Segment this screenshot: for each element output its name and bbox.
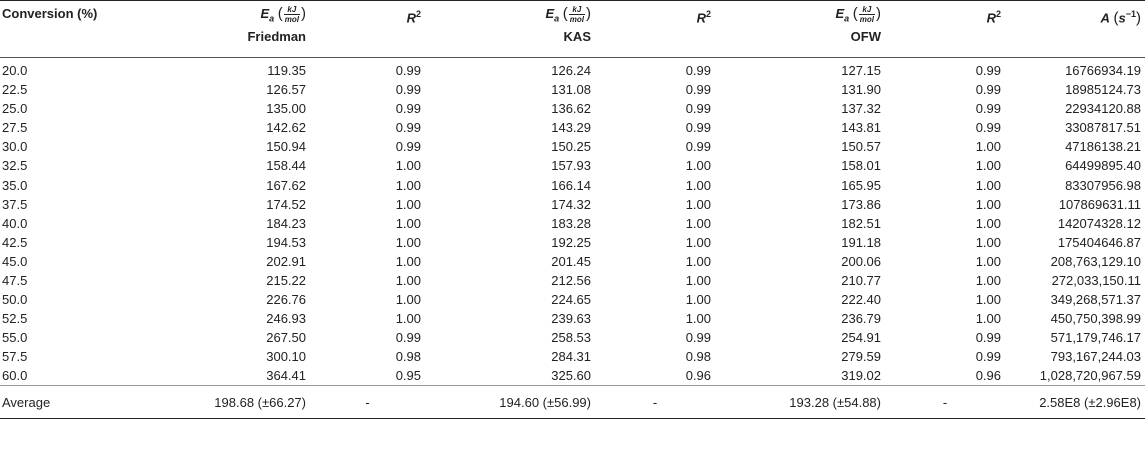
cell-ea-ofw: 191.18 [841, 234, 881, 250]
cell-r2-kas: 1.00 [685, 292, 711, 308]
cell-r2-ofw: 0.99 [975, 120, 1001, 136]
cell-conversion: 27.5 [2, 120, 28, 136]
cell-conversion: 60.0 [2, 368, 28, 384]
header-ea-friedman: $E_a$ ( $\frac{kJ}{\text{mol}}$ ) Friedman [135, 1, 310, 58]
cell-ea-ofw: 236.79 [841, 311, 881, 327]
cell-r2-kas: 1.00 [685, 272, 711, 288]
cell-preexponential: 64499895.40 [1065, 158, 1141, 174]
table-row [0, 290, 1145, 309]
average-row [0, 386, 1145, 419]
cell-r2-friedman: 1.00 [395, 292, 421, 308]
table-row [0, 366, 1145, 386]
ea-unit-fraction: $\frac{kJ}{\text{mol}}$ [284, 5, 299, 25]
cell-r2-kas: 1.00 [685, 215, 711, 231]
cell-ea-ofw: 158.01 [841, 158, 881, 174]
cell-r2-friedman: 0.99 [395, 63, 421, 78]
cell-conversion: 25.0 [2, 101, 28, 117]
table-row [0, 252, 1145, 271]
cell-ea-kas: 212.56 [551, 272, 591, 288]
cell-r2-kas: 0.99 [685, 82, 711, 98]
cell-r2-kas: 0.99 [685, 63, 711, 78]
cell-conversion: 50.0 [2, 292, 28, 308]
cell-preexponential: 142074328.12 [1057, 215, 1141, 231]
cell-conversion: 35.0 [2, 177, 28, 193]
table-row [0, 137, 1145, 156]
table-header [0, 1, 1145, 58]
cell-r2-kas: 1.00 [685, 253, 711, 269]
cell-conversion: 42.5 [2, 234, 28, 250]
cell-preexponential: 107869631.11 [1058, 196, 1141, 212]
average-r2-friedman: - [365, 394, 370, 410]
table-row [0, 175, 1145, 194]
cell-ea-ofw: 137.32 [841, 101, 881, 117]
table-row [0, 195, 1145, 214]
cell-ea-kas: 201.45 [551, 253, 591, 269]
cell-preexponential: 18985124.73 [1065, 82, 1141, 98]
cell-ea-friedman: 174.52 [266, 196, 306, 212]
cell-r2-friedman: 1.00 [395, 272, 421, 288]
cell-ea-ofw: 254.91 [841, 330, 881, 346]
cell-r2-ofw: 1.00 [975, 292, 1001, 308]
cell-r2-friedman: 1.00 [395, 215, 421, 231]
cell-ea-friedman: 184.23 [266, 215, 306, 231]
cell-conversion: 32.5 [2, 158, 28, 174]
method-kas: KAS [563, 28, 591, 44]
cell-ea-ofw: 150.57 [841, 139, 881, 155]
cell-ea-ofw: 143.81 [841, 120, 881, 136]
average-r2-ofw: - [942, 394, 948, 410]
average-ea-friedman: 198.68 (±66.27) [214, 394, 306, 410]
table-row [0, 309, 1145, 328]
header-r2-kas: $R^2$ [696, 9, 711, 26]
header-conversion: Conversion (%) [2, 6, 98, 21]
cell-r2-ofw: 1.00 [975, 177, 1001, 193]
cell-r2-kas: 0.99 [685, 120, 711, 136]
cell-r2-friedman: 0.99 [395, 139, 421, 155]
table-row [0, 347, 1145, 366]
cell-ea-friedman: 194.53 [266, 234, 306, 250]
cell-ea-kas: 126.24 [551, 63, 591, 78]
header-ea-ofw: $E_a$ ( $\frac{kJ}{\text{mol}}$ ) OFW [715, 1, 885, 58]
table-body [0, 58, 1145, 386]
cell-preexponential: 47186138.21 [1065, 139, 1141, 155]
cell-ea-ofw: 173.86 [841, 196, 881, 212]
cell-r2-ofw: 0.96 [975, 368, 1001, 384]
cell-ea-ofw: 222.40 [841, 292, 881, 308]
cell-ea-ofw: 210.77 [841, 272, 881, 288]
table-row [0, 58, 1145, 81]
cell-r2-kas: 1.00 [685, 158, 711, 174]
cell-r2-friedman: 0.98 [395, 349, 421, 365]
cell-r2-kas: 0.98 [685, 349, 711, 365]
cell-conversion: 37.5 [2, 196, 28, 212]
cell-r2-friedman: 1.00 [395, 196, 421, 212]
cell-ea-ofw: 200.06 [841, 253, 881, 269]
cell-ea-friedman: 158.44 [266, 158, 306, 174]
cell-r2-kas: 0.99 [685, 139, 711, 155]
cell-r2-ofw: 1.00 [975, 139, 1001, 155]
cell-r2-ofw: 1.00 [975, 158, 1001, 174]
cell-r2-ofw: 1.00 [975, 234, 1001, 250]
average-label: Average [2, 394, 51, 410]
cell-ea-friedman: 167.62 [266, 177, 306, 193]
cell-preexponential: 22934120.88 [1065, 101, 1141, 117]
table-row [0, 271, 1145, 290]
cell-ea-ofw: 279.59 [841, 349, 881, 365]
cell-ea-friedman: 300.10 [266, 349, 306, 365]
cell-conversion: 30.0 [2, 139, 28, 155]
table-footer [0, 386, 1145, 419]
ea-unit-fraction: $\frac{kJ}{\text{mol}}$ [569, 5, 584, 25]
cell-r2-ofw: 1.00 [975, 272, 1001, 288]
ea-unit-fraction: $\frac{kJ}{\text{mol}}$ [859, 5, 874, 25]
cell-preexponential: 793,167,244.03 [1050, 349, 1141, 365]
cell-ea-friedman: 246.93 [266, 311, 306, 327]
cell-r2-friedman: 1.00 [395, 311, 421, 327]
cell-r2-friedman: 0.99 [395, 330, 421, 346]
cell-ea-kas: 239.63 [551, 311, 591, 327]
cell-ea-ofw: 127.15 [841, 63, 881, 78]
cell-ea-kas: 284.31 [551, 349, 591, 365]
cell-r2-ofw: 1.00 [975, 311, 1001, 327]
cell-r2-friedman: 1.00 [395, 177, 421, 193]
cell-ea-friedman: 119.35 [267, 63, 306, 78]
cell-r2-friedman: 1.00 [395, 234, 421, 250]
cell-r2-kas: 1.00 [685, 234, 711, 250]
cell-ea-friedman: 215.22 [266, 272, 306, 288]
cell-ea-kas: 192.25 [551, 234, 591, 250]
cell-r2-kas: 1.00 [685, 196, 711, 212]
cell-ea-kas: 224.65 [551, 292, 591, 308]
cell-preexponential: 1,028,720,967.59 [1039, 368, 1141, 384]
cell-preexponential: 450,750,398.99 [1050, 311, 1141, 327]
header-ea-kas: $E_a$ ( $\frac{kJ}{\text{mol}}$ ) KAS [425, 1, 595, 58]
cell-r2-ofw: 0.99 [975, 82, 1001, 98]
cell-ea-kas: 150.25 [551, 139, 591, 155]
cell-r2-kas: 0.99 [685, 101, 711, 117]
cell-ea-friedman: 135.00 [266, 101, 306, 117]
cell-r2-friedman: 0.99 [395, 101, 421, 117]
cell-r2-ofw: 1.00 [975, 196, 1001, 212]
cell-ea-ofw: 182.51 [841, 215, 881, 231]
average-r2-kas: - [652, 394, 658, 410]
table-row [0, 118, 1145, 137]
header-r2-friedman: $R^2$ [406, 9, 421, 26]
cell-conversion: 57.5 [2, 349, 28, 365]
cell-ea-ofw: 165.95 [841, 177, 881, 193]
average-ea-ofw: 193.28 (±54.88) [789, 394, 881, 410]
cell-ea-kas: 325.60 [551, 368, 591, 384]
cell-conversion: 52.5 [2, 311, 28, 327]
header-preexponential: A $(s^{-1})$ [1100, 9, 1141, 27]
cell-preexponential: 33087817.51 [1065, 120, 1141, 136]
table-row [0, 156, 1145, 175]
cell-r2-friedman: 0.95 [395, 368, 421, 384]
cell-conversion: 22.5 [2, 82, 28, 98]
cell-r2-kas: 1.00 [685, 311, 711, 327]
cell-r2-ofw: 1.00 [975, 215, 1001, 231]
cell-ea-friedman: 126.57 [266, 82, 306, 98]
cell-r2-kas: 0.96 [685, 368, 711, 384]
cell-ea-friedman: 267.50 [266, 330, 306, 346]
cell-r2-friedman: 1.00 [395, 158, 421, 174]
cell-ea-kas: 157.93 [551, 158, 591, 174]
cell-ea-kas: 174.32 [551, 196, 591, 212]
cell-ea-friedman: 364.41 [266, 368, 306, 384]
cell-ea-kas: 143.29 [551, 120, 591, 136]
cell-preexponential: 349,268,571.37 [1050, 292, 1141, 308]
cell-ea-ofw: 319.02 [841, 368, 881, 384]
cell-r2-ofw: 0.99 [975, 101, 1001, 117]
cell-preexponential: 175404646.87 [1057, 234, 1141, 250]
method-ofw: OFW [850, 28, 881, 44]
cell-r2-ofw: 1.00 [975, 253, 1001, 269]
cell-ea-kas: 258.53 [551, 330, 591, 346]
cell-ea-friedman: 226.76 [266, 292, 306, 308]
cell-ea-kas: 166.14 [551, 177, 591, 193]
cell-r2-ofw: 0.99 [975, 349, 1001, 365]
cell-conversion: 47.5 [2, 272, 28, 288]
cell-ea-friedman: 142.62 [266, 120, 306, 136]
cell-r2-friedman: 0.99 [395, 120, 421, 136]
cell-r2-ofw: 0.99 [975, 330, 1001, 346]
cell-preexponential: 83307956.98 [1065, 177, 1141, 193]
average-ea-kas: 194.60 (±56.99) [499, 394, 591, 410]
cell-preexponential: 16766934.19 [1065, 63, 1141, 78]
table-row [0, 328, 1145, 347]
cell-ea-friedman: 202.91 [266, 253, 306, 269]
cell-conversion: 55.0 [2, 330, 28, 346]
cell-conversion: 45.0 [2, 253, 28, 269]
table-row [0, 233, 1145, 252]
table-row [0, 214, 1145, 233]
cell-ea-kas: 131.08 [551, 82, 591, 98]
average-preexponential: 2.58E8 (±2.96E8) [1039, 394, 1141, 410]
table-row [0, 80, 1145, 99]
cell-r2-ofw: 0.99 [975, 63, 1001, 78]
cell-ea-kas: 183.28 [551, 215, 591, 231]
cell-ea-friedman: 150.94 [266, 139, 306, 155]
cell-ea-ofw: 131.90 [841, 82, 881, 98]
cell-conversion: 20.0 [2, 63, 28, 78]
cell-conversion: 40.0 [2, 215, 28, 231]
table-row [0, 99, 1145, 118]
method-friedman: Friedman [247, 28, 306, 44]
cell-r2-friedman: 1.00 [395, 253, 421, 269]
cell-r2-kas: 0.99 [685, 330, 711, 346]
header-r2-ofw: $R^2$ [986, 9, 1001, 26]
header-row [0, 1, 1145, 58]
cell-preexponential: 571,179,746.17 [1050, 330, 1141, 346]
cell-preexponential: 208,763,129.10 [1050, 253, 1141, 269]
cell-r2-kas: 1.00 [685, 177, 711, 193]
cell-ea-kas: 136.62 [551, 101, 591, 117]
cell-r2-friedman: 0.99 [395, 82, 421, 98]
cell-preexponential: 272,033,150.11 [1051, 272, 1141, 288]
